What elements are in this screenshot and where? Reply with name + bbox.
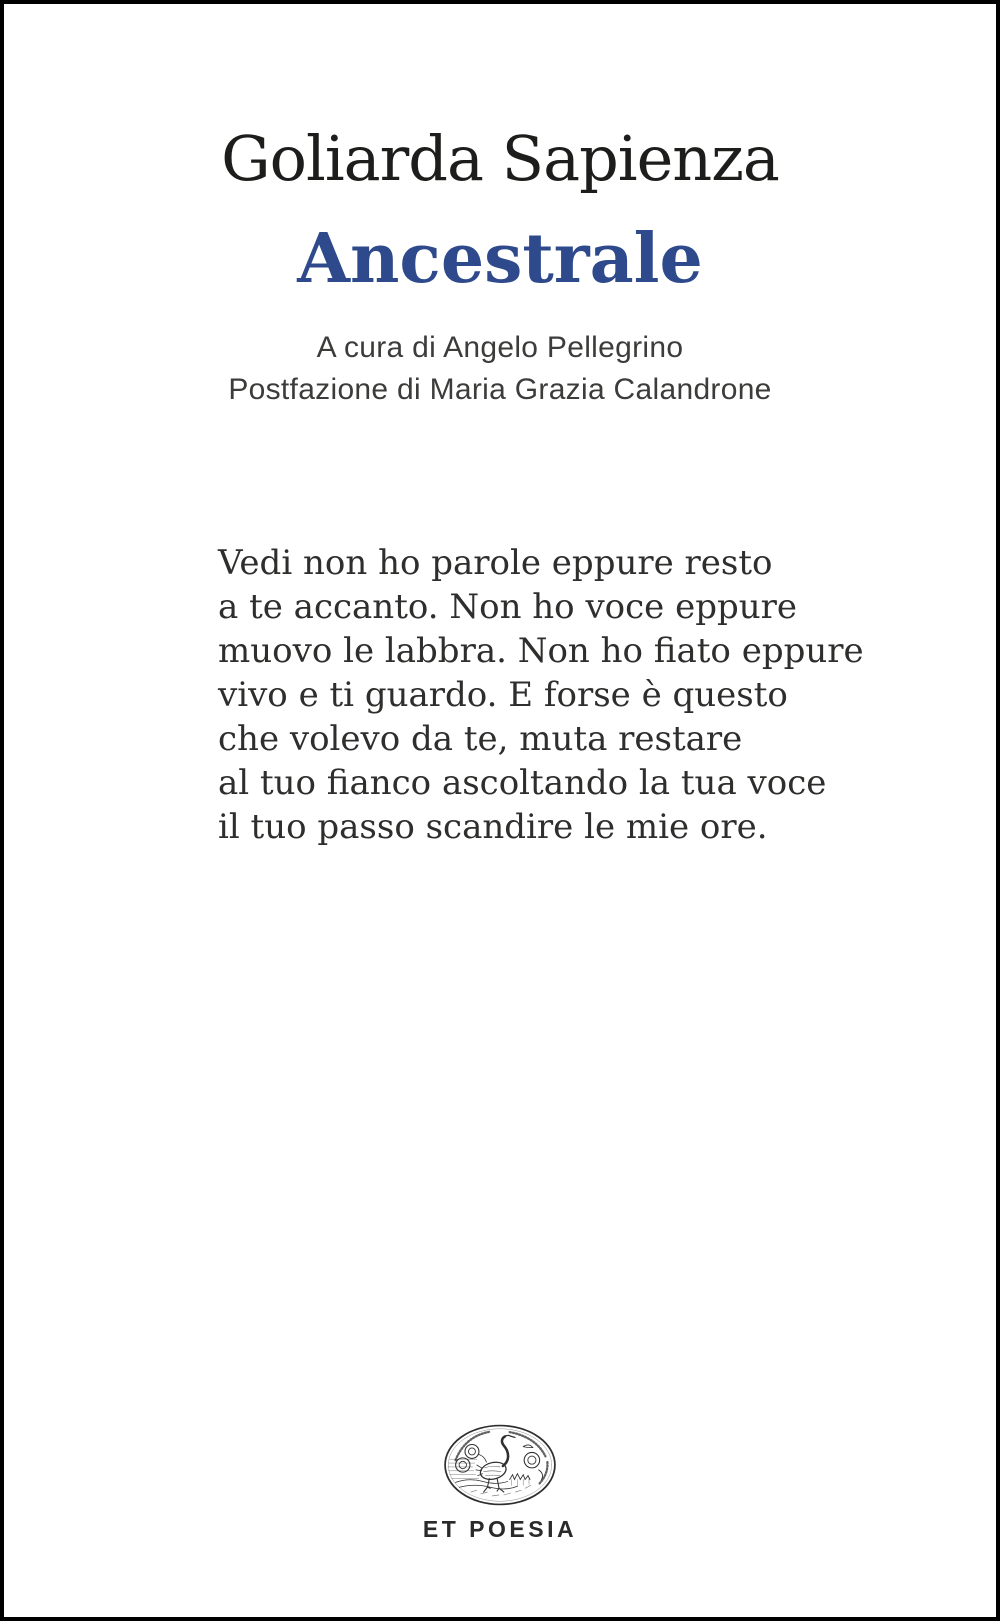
einaudi-ostrich-emblem-icon: [442, 1423, 558, 1507]
credits-block: [4, 327, 996, 411]
book-title: Ancestrale: [297, 219, 703, 299]
publisher-logo-wrap: [4, 1423, 996, 1507]
poem-line: vivo e ti guardo. E forse è questo: [218, 675, 788, 715]
poem-line: il tuo passo scandire le mie ore.: [218, 807, 768, 847]
poem-excerpt: [218, 541, 864, 849]
poem-line: Vedi non ho parole eppure resto: [218, 543, 773, 583]
series-label: ET POESIA: [422, 1516, 578, 1542]
poem-line: che volevo da te, muta restare: [218, 719, 743, 759]
editor-credit: A cura di Angelo Pellegrino: [316, 331, 684, 364]
afterword-credit: Postfazione di Maria Grazia Calandrone: [228, 373, 772, 406]
poem-line: a te accanto. Non ho voce eppure: [218, 587, 798, 627]
poem-line: al tuo fianco ascoltando la tua voce: [218, 763, 827, 803]
author-name: Goliarda Sapienza: [221, 122, 779, 195]
poem-line: muovo le labbra. Non ho fiato eppure: [218, 631, 864, 671]
